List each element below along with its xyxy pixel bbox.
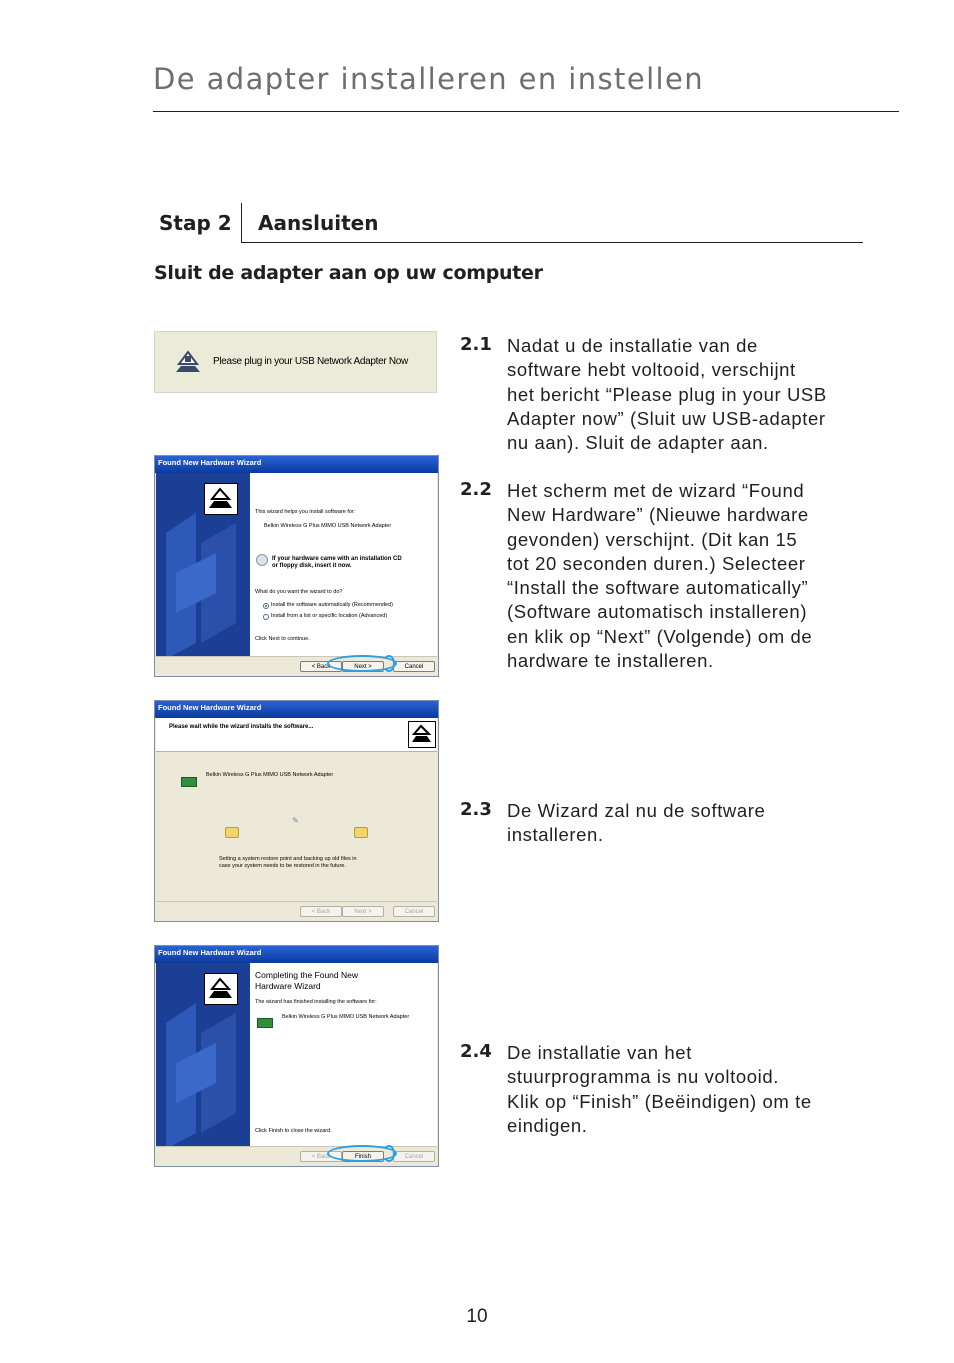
text-line: New Hardware” (Nieuwe hardware xyxy=(507,504,809,526)
network-adapter-icon xyxy=(181,777,197,787)
text-line: tot 20 seconden duren.) Selecteer xyxy=(507,552,806,574)
wizard-logo-icon xyxy=(408,721,436,748)
restore-line1: Setting a system restore point and backing up old files in xyxy=(219,856,357,862)
wizard-logo-icon xyxy=(204,483,238,515)
wizard-window-select xyxy=(154,455,439,677)
wizard-logo-icon xyxy=(204,973,238,1005)
wizard-window-installing xyxy=(154,700,439,922)
close-hint: Click Finish to close the wizard. xyxy=(255,1128,332,1134)
step-number-2-4: 2.4 xyxy=(460,1041,492,1062)
text-line: eindigen. xyxy=(507,1114,588,1136)
plug-in-message: Please plug in your USB Network Adapter Now xyxy=(213,356,408,367)
step-number-2-3: 2.3 xyxy=(460,799,492,820)
step-title: Aansluiten xyxy=(258,211,379,235)
text-line: De installatie van het xyxy=(507,1042,692,1063)
wizard-side-banner xyxy=(156,473,250,659)
cancel-button[interactable]: Cancel xyxy=(393,906,435,917)
step-separator xyxy=(241,203,242,242)
wizard-header xyxy=(156,718,437,752)
text-line: het bericht “Please plug in your USB xyxy=(507,383,827,405)
text-line: Adapter now” (Sluit uw USB-adapter xyxy=(507,407,826,429)
back-button[interactable]: < Back xyxy=(300,906,342,917)
text-line: De Wizard zal nu de software xyxy=(507,800,766,821)
cancel-highlight-edge xyxy=(383,655,395,672)
text-line: software hebt voltooid, verschijnt xyxy=(507,359,796,381)
text-line: Nadat u de installatie van de xyxy=(507,335,758,356)
network-adapter-icon xyxy=(257,1018,273,1028)
continue-hint: Click Next to continue. xyxy=(255,636,310,642)
hardware-wizard-icon xyxy=(173,348,203,376)
step-text-2-1 xyxy=(507,334,887,455)
install-auto-radio[interactable] xyxy=(263,603,269,609)
plug-in-notification xyxy=(154,331,437,393)
install-list-label: Install from a list or specific location (Advanced) xyxy=(271,613,388,619)
wizard-window-complete xyxy=(154,945,439,1167)
text-line: en klik op “Next” (Volgende) om de xyxy=(507,625,813,647)
wizard-body xyxy=(156,752,437,903)
step-label: Stap 2 xyxy=(159,211,232,235)
wizard-content xyxy=(250,963,437,1149)
wizard-title: Found New Hardware Wizard xyxy=(158,458,262,467)
wizard-title: Found New Hardware Wizard xyxy=(158,948,262,957)
next-button[interactable]: Next > xyxy=(342,906,384,917)
wizard-title-bar xyxy=(155,946,438,963)
text-line: (Software automatisch installeren) xyxy=(507,601,808,623)
step-divider xyxy=(241,242,863,243)
page-number: 10 xyxy=(466,1306,488,1327)
wizard-content xyxy=(250,473,437,659)
cd-icon xyxy=(256,554,268,566)
text-line: gevonden) verschijnt. (Dit kan 15 xyxy=(507,528,798,550)
next-button[interactable]: Next > xyxy=(342,661,384,672)
finished-message: The wizard has finished installing the software for: xyxy=(255,999,377,1005)
wizard-intro: This wizard helps you install software for: xyxy=(255,509,356,515)
wizard-title-bar xyxy=(155,456,438,473)
cd-instruction-line1: If your hardware came with an installation CD xyxy=(272,556,402,562)
step-text-2-4 xyxy=(507,1041,887,1138)
text-line: nu aan). Sluit de adapter aan. xyxy=(507,432,769,454)
destination-folder-icon xyxy=(354,827,368,838)
text-line: hardware te installeren. xyxy=(507,650,714,672)
cd-instruction-line2: or floppy disk, insert it now. xyxy=(272,563,352,569)
page-title: De adapter installeren en instellen xyxy=(153,62,705,96)
flying-document-icon: ✎ xyxy=(292,816,299,825)
back-button[interactable]: < Back xyxy=(300,661,342,672)
device-name: Belkin Wireless G Plus MIMO USB Network Adapter xyxy=(206,772,334,778)
wizard-question: What do you want the wizard to do? xyxy=(255,589,343,595)
install-list-radio[interactable] xyxy=(263,614,269,620)
step-number-2-1: 2.1 xyxy=(460,334,492,355)
text-line: Klik op “Finish” (Beëindigen) om te xyxy=(507,1090,812,1112)
wizard-side-banner xyxy=(156,963,250,1149)
section-subheading: Sluit de adapter aan op uw computer xyxy=(154,262,543,284)
header-divider xyxy=(153,111,899,112)
step-number-2-2: 2.2 xyxy=(460,479,492,500)
complete-heading-line1: Completing the Found New xyxy=(255,970,359,980)
source-folder-icon xyxy=(225,827,239,838)
device-name: Belkin Wireless G Plus MIMO USB Network Adapter xyxy=(282,1014,410,1020)
back-button[interactable]: < Back xyxy=(300,1151,342,1162)
text-line: Het scherm met de wizard “Found xyxy=(507,480,805,501)
install-auto-label: Install the software automatically (Recommended) xyxy=(271,602,393,608)
finish-button[interactable]: Finish xyxy=(342,1151,384,1162)
step-text-2-3 xyxy=(507,799,887,848)
restore-line2: case your system needs to be restored in the future. xyxy=(219,863,346,869)
text-line: installeren. xyxy=(507,824,604,846)
complete-heading-line2: Hardware Wizard xyxy=(255,981,321,991)
text-line: stuurprogramma is nu voltooid. xyxy=(507,1066,779,1088)
wizard-title: Found New Hardware Wizard xyxy=(158,703,262,712)
device-name: Belkin Wireless G Plus MIMO USB Network Adapter xyxy=(264,523,392,529)
cancel-button[interactable]: Cancel xyxy=(393,661,435,672)
text-line: “Install the software automatically” xyxy=(507,577,809,599)
wizard-title-bar xyxy=(155,701,438,718)
wizard-footer xyxy=(156,901,437,920)
cancel-highlight-edge xyxy=(383,1145,395,1162)
installing-heading: Please wait while the wizard installs the software... xyxy=(169,724,314,730)
cancel-button[interactable]: Cancel xyxy=(393,1151,435,1162)
step-text-2-2 xyxy=(507,479,887,673)
